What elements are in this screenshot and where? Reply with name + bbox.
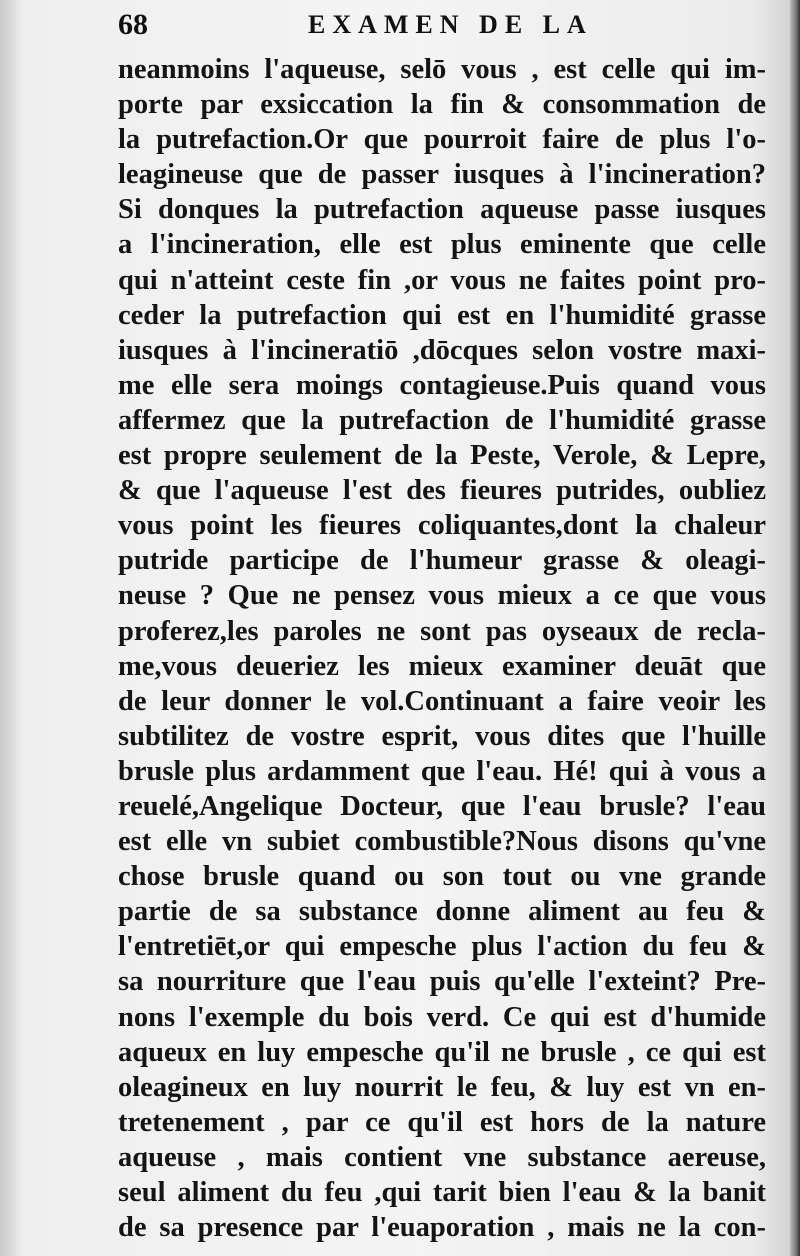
text-line: ceder la putrefaction qui est en l'humidité grasse	[118, 299, 766, 331]
text-line: est elle vn subiet combustible?Nous disons qu'vne	[118, 826, 766, 858]
text-line: oleagineux en luy nourrit le feu, & luy est vn en-	[118, 1071, 766, 1103]
text-line: chose brusle quand ou son tout ou vne grande	[118, 861, 766, 893]
text-line: leagineuse que de passer iusques à l'incineration?	[118, 159, 766, 191]
text-line: & que l'aqueuse l'est des fieures putrides, oubliez	[118, 475, 766, 507]
text-line: porte par exsiccation la fin & consommation de	[118, 89, 766, 121]
text-line: iusques à l'incineratiō ,dōcques selon vostre maxi-	[118, 334, 766, 366]
text-line: me elle sera moings contagieuse.Puis quand vous	[118, 369, 766, 401]
page-number: 68	[118, 8, 148, 41]
text-line: de leur donner le vol.Continuant a faire veoir les	[118, 685, 766, 717]
text-line: est propre seulement de la Peste, Verole, & Lepre,	[118, 440, 766, 472]
text-line: l'entretiēt,or qui empesche plus l'action du feu &	[118, 931, 766, 963]
text-line: Si donques la putrefaction aqueuse passe iusques	[118, 194, 766, 226]
page-edge	[790, 0, 800, 1256]
text-line: aqueux en luy empesche qu'il ne brusle , ce qui est	[118, 1036, 766, 1068]
text-line: seul aliment du feu ,qui tarit bien l'eau & la banit	[118, 1177, 766, 1208]
text-line: partie de sa substance donne aliment au feu &	[118, 896, 766, 928]
body-text	[118, 52, 766, 1245]
text-line: me,vous deueriez les mieux examiner deuāt que	[118, 650, 766, 682]
text-line: subtilitez de vostre esprit, vous dites que l'huille	[118, 720, 766, 752]
text-line: la putrefaction.Or que pourroit faire de plus l'o-	[118, 124, 766, 156]
text-line: sa nourriture que l'eau puis qu'elle l'exteint? Pre-	[118, 966, 766, 998]
text-line: neuse ? Que ne pensez vous mieux a ce que vous	[118, 580, 766, 612]
text-line: de sa presence par l'euaporation , mais ne la con-	[118, 1212, 766, 1244]
text-line: qui n'atteint ceste fin ,or vous ne faites point pro-	[118, 264, 766, 296]
text-line: a l'incineration, elle est plus eminente que celle	[118, 229, 766, 261]
text-line: aqueuse , mais contient vne substance aereuse,	[118, 1141, 766, 1173]
text-line: neanmoins l'aqueuse, selō vous , est celle qui im-	[118, 54, 766, 85]
text-line: vous point les fieures coliquantes,dont la chaleur	[118, 510, 766, 542]
text-line: tretenement , par ce qu'il est hors de la nature	[118, 1106, 766, 1138]
text-line: brusle plus ardamment que l'eau. Hé! qui à vous a	[118, 755, 766, 787]
text-line: putride participe de l'humeur grasse & oleagi-	[118, 545, 766, 577]
page-header	[118, 6, 678, 46]
text-line: affermez que la putrefaction de l'humidité grasse	[118, 404, 766, 436]
text-line: proferez,les paroles ne sont pas oyseaux de recla-	[118, 615, 766, 647]
text-line: nons l'exemple du bois verd. Ce qui est d'humide	[118, 1001, 766, 1033]
text-line: reuelé,Angelique Docteur, que l'eau brusle? l'eau	[118, 790, 766, 822]
running-head: EXAMEN DE LA	[308, 10, 593, 39]
